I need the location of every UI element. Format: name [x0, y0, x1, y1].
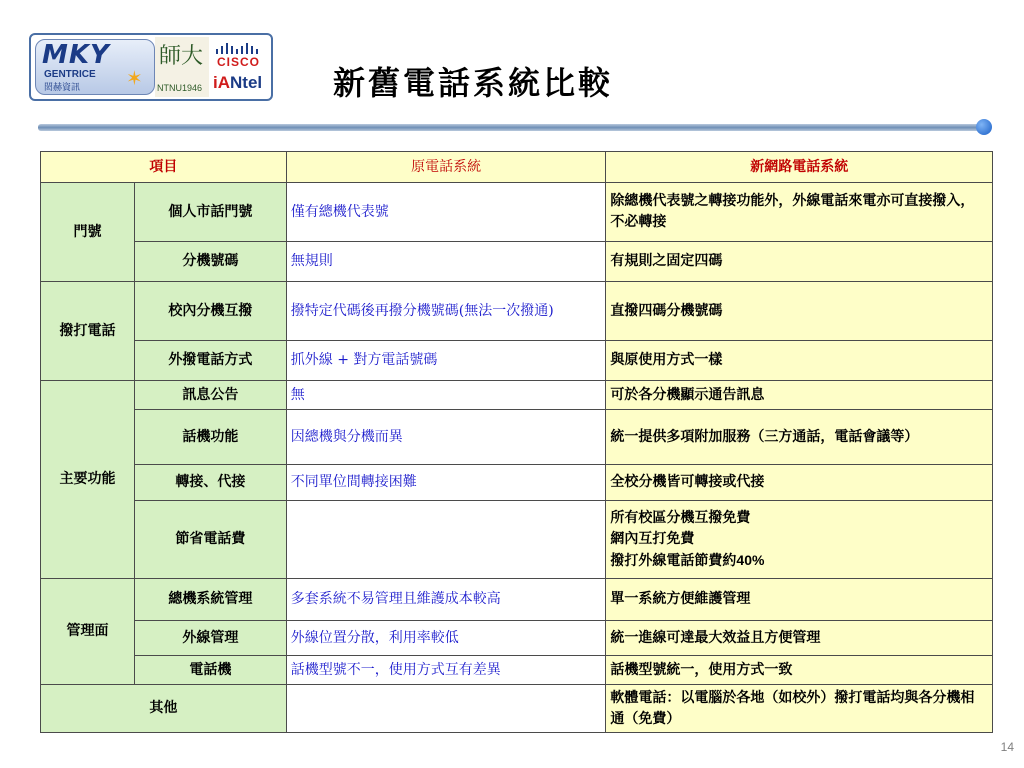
subitem-cell: 外撥電話方式: [134, 341, 286, 381]
subitem-cell: 外線管理: [134, 621, 286, 656]
table-row: [41, 282, 993, 341]
new-system-cell: 有規則之固定四碼: [606, 242, 993, 282]
partner-logos: [29, 33, 273, 101]
category-cell: 撥打電話: [41, 282, 135, 381]
subitem-cell: 電話機: [134, 656, 286, 685]
cisco-bars-icon: [215, 41, 265, 55]
old-system-cell: 撥特定代碼後再撥分機號碼(無法一次撥通): [286, 282, 606, 341]
table-row: [41, 656, 993, 685]
old-system-cell: 無規則: [286, 242, 606, 282]
new-system-cell: 全校分機皆可轉接或代接: [606, 465, 993, 501]
divider-dot-icon: [976, 119, 992, 135]
gentrice-logo-text: GENTRICE: [44, 69, 96, 80]
title-divider: [38, 124, 982, 131]
subitem-cell: 話機功能: [134, 410, 286, 465]
table-row: [41, 381, 993, 410]
subitem-cell: 訊息公告: [134, 381, 286, 410]
new-system-cell: 軟體電話：以電腦於各地（如校外）撥打電話均與各分機相通（免費）: [606, 685, 993, 733]
category-cell: 管理面: [41, 579, 135, 685]
table-row: [41, 579, 993, 621]
table-row: [41, 183, 993, 242]
table-row: [41, 341, 993, 381]
subitem-cell: 總機系統管理: [134, 579, 286, 621]
table-row: [41, 242, 993, 282]
new-system-cell: 統一提供多項附加服務（三方通話，電話會議等）: [606, 410, 993, 465]
new-system-cell: 可於各分機顯示通告訊息: [606, 381, 993, 410]
new-system-cell: 直撥四碼分機號碼: [606, 282, 993, 341]
table-header-row: [41, 152, 993, 183]
category-cell: 其他: [41, 685, 287, 733]
header-item: 項目: [41, 152, 287, 183]
new-system-cell: [606, 501, 993, 579]
table-row: [41, 685, 993, 733]
table-row: [41, 501, 993, 579]
new-system-cell: 話機型號統一，使用方式一致: [606, 656, 993, 685]
table-row: [41, 410, 993, 465]
cell-line: 所有校區分機互撥免費: [610, 509, 751, 526]
new-system-cell: 統一進線可達最大效益且方便管理: [606, 621, 993, 656]
old-system-cell: 不同單位間轉接困難: [286, 465, 606, 501]
old-system-cell: 僅有總機代表號: [286, 183, 606, 242]
cisco-logo-text: CISCO: [217, 55, 261, 69]
new-system-cell: 單一系統方便維護管理: [606, 579, 993, 621]
cell-line: 撥打外線電話節費約40%: [610, 551, 765, 569]
mky-logo-text: MKY: [42, 40, 110, 70]
page-number: 14: [1000, 740, 1014, 754]
cell-line: 網內互打免費: [610, 530, 695, 547]
old-system-cell: 無: [286, 381, 606, 410]
category-cell: 門號: [41, 183, 135, 282]
old-system-cell: 多套系統不易管理且維護成本較高: [286, 579, 606, 621]
table-row: [41, 621, 993, 656]
subitem-cell: 校內分機互撥: [134, 282, 286, 341]
new-system-cell: 與原使用方式一樣: [606, 341, 993, 381]
cisco-iantel-logo: [211, 37, 267, 95]
new-system-cell: 除總機代表號之轉接功能外，外線電話來電亦可直接撥入，不必轉接: [606, 183, 993, 242]
header-old-system: 原電話系統: [286, 152, 606, 183]
old-system-cell: 外線位置分散，利用率較低: [286, 621, 606, 656]
subitem-cell: 轉接、代接: [134, 465, 286, 501]
mky-gentrice-logo: [35, 39, 155, 95]
subitem-cell: 個人市話門號: [134, 183, 286, 242]
ntnu-logo-character: 師大: [159, 44, 204, 69]
old-system-cell: [286, 685, 606, 733]
table-row: [41, 465, 993, 501]
ntnu-logo: [155, 37, 209, 97]
old-system-cell: 抓外線 + 對方電話號碼: [286, 341, 606, 381]
comparison-table: [40, 151, 993, 733]
iantel-logo-text: iANtel: [213, 73, 263, 92]
ntnu-logo-text: NTNU1946: [157, 83, 203, 93]
old-system-cell: 話機型號不一，使用方式互有差異: [286, 656, 606, 685]
star-icon: ✶: [126, 66, 143, 90]
subitem-cell: 節省電話費: [134, 501, 286, 579]
header-new-system: 新網路電話系統: [606, 152, 993, 183]
gentrice-logo-subtext: 閎赫資訊: [44, 83, 81, 93]
old-system-cell: [286, 501, 606, 579]
subitem-cell: 分機號碼: [134, 242, 286, 282]
page-title: 新舊電話系統比較: [333, 64, 614, 102]
old-system-cell: 因總機與分機而異: [286, 410, 606, 465]
category-cell: 主要功能: [41, 381, 135, 579]
